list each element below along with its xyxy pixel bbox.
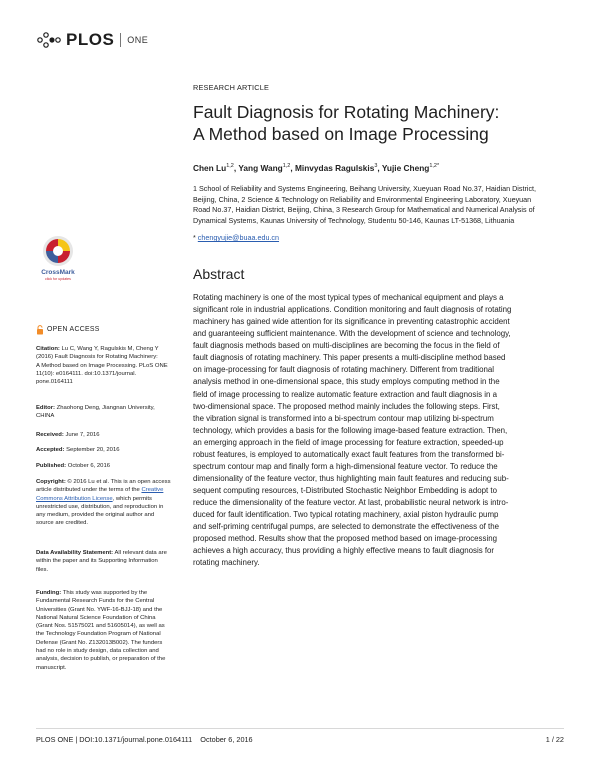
author-affiliation-sup: 1,2* — [429, 163, 440, 170]
data-availability-line: files. — [36, 566, 49, 573]
copyright-line: article distributed under the terms of the — [36, 487, 142, 494]
plos-one-logo[interactable] — [36, 30, 148, 50]
copyright-block — [36, 478, 184, 528]
funding-line: the Technology Foundation Program of National — [36, 631, 161, 638]
editor-line: Zhaohong Deng, Jiangnan University, — [54, 405, 155, 411]
abstract-line: Rotating machinery is one of the most typical types of mechanical equipment and plays a — [193, 293, 504, 302]
crossmark-label: CrossMark — [41, 269, 75, 276]
abstract-line: duced for fault identification. Two typical rotating machinery, axial piston hydraulic pump — [193, 510, 499, 520]
open-lock-icon — [36, 325, 44, 335]
received-label: Received: — [36, 432, 64, 438]
published-value: October 6, 2016 — [66, 463, 110, 469]
funding-line: had no role in study design, data collection and — [36, 648, 159, 655]
abstract-line: achieves a high accuracy, thus providing a highly effective means to fault diagnosis for — [193, 546, 495, 556]
affiliation-line: Dynamical Systems, Kaunas University of Technology, Studentu 50-146, Kaunas LT-51368, Lithuania — [193, 215, 515, 225]
funding-line: This study was supported by the — [61, 590, 148, 596]
page-number: 1 / 22 — [545, 735, 564, 744]
accepted-value: September 20, 2016 — [64, 447, 120, 453]
abstract-line: analysis method in one-dimensional space, this study employs computing method in the — [193, 377, 500, 387]
author-affiliation-sup: 3 — [374, 163, 378, 170]
author-affiliation-sup: 1,2 — [226, 163, 234, 170]
open-access-badge — [36, 325, 184, 335]
author-list — [193, 163, 565, 173]
copyright-line: source are credited. — [36, 520, 89, 527]
abstract-line: reduce the dimensionality of the feature vector. At last, probabilistic neural network is intro- — [193, 498, 509, 508]
logo-divider — [120, 33, 121, 47]
funding-line: analysis, decision to publish, or preparation of the — [36, 656, 166, 663]
corresponding-star: * — [193, 233, 198, 242]
corresponding-email-link[interactable]: chengyujie@buaa.edu.cn — [197, 233, 280, 242]
open-access-label: OPEN ACCESS — [47, 325, 100, 333]
abstract-line: and self-priming centrifugal pumps, are selected to demonstrate the effectiveness of the — [193, 522, 500, 532]
abstract-line: spectrum contour map and finally form a high-dimensional feature vector. To reduce the — [193, 461, 498, 471]
article-title — [193, 101, 565, 145]
crossmark-badge[interactable] — [38, 234, 78, 282]
affiliation-line: Road No.37, Haidian District, Beijing, China, 3 Research Group for Mathematical and Numerical Analysis of — [193, 205, 535, 214]
citation-line: Lu C, Wang Y, Ragulskis M, Cheng Y — [59, 346, 159, 352]
affiliation-line: 1 School of Reliability and Systems Engineering, Beihang University, Xueyuan Road No.37, Haidian District, — [193, 184, 537, 193]
received-value: June 7, 2016 — [63, 432, 100, 438]
funding-line: (Grant Nos. 51575021 and 51605014), as well as — [36, 623, 165, 630]
abstract-line: field of image processing to realize automatic feature extraction and fault diagnosis in a — [193, 389, 497, 399]
citation-line: 11(10): e0164111. doi:10.1371/journal. — [36, 370, 137, 377]
published-date — [36, 462, 184, 470]
citation-line: pone.0164111 — [36, 379, 73, 386]
data-availability-block — [36, 549, 184, 574]
abstract-line: robust features, is employed to automatically exact fault features from the transformed bi- — [193, 449, 505, 459]
funding-line: Defense (Grant No. Z132013B002). The funders — [36, 639, 163, 646]
author-separator: , — [377, 163, 382, 173]
abstract-line: on image-processing for fault diagnosis of rotating machinery. Different from traditional — [193, 365, 495, 375]
author-name: Yang Wang — [238, 163, 283, 173]
abstract-line: and guaranteeing sufficient maintenance. With the development of science and technology, — [193, 329, 511, 339]
abstract-line: significant role in industrial applications. Condition monitoring and fault diagnosis of rotating — [193, 305, 512, 315]
affiliations — [193, 184, 565, 226]
abstract-body — [193, 292, 565, 569]
funding-line: Universities (Grant No. YWF-16-BJJ-18) and the — [36, 606, 163, 613]
published-label: Published: — [36, 463, 67, 469]
accepted-label: Accepted: — [36, 447, 65, 453]
abstract-line: the vibration signal is transformed into a bi-spectrum contour map utilizing bi-spectrum — [193, 413, 494, 423]
plos-wordmark: PLOS — [66, 30, 115, 49]
abstract-line: fault diagnosis methods based on multi-disciplines are becoming the focus in the field of — [193, 341, 500, 351]
citation-block — [36, 345, 184, 386]
funding-line: National Natural Science Foundation of China — [36, 614, 156, 621]
copyright-line: unrestricted use, distribution, and reproduction in — [36, 503, 164, 510]
data-availability-label: Data Availability Statement: — [36, 550, 114, 556]
title-line-1: Fault Diagnosis for Rotating Machinery: — [193, 102, 500, 122]
abstract-line: fault diagnosis of rotating machinery. This paper presents a multi-discipline method based — [193, 353, 506, 363]
article-type: RESEARCH ARTICLE — [193, 83, 270, 92]
data-availability-line: All relevant data are — [113, 550, 167, 556]
author-name: Chen Lu — [193, 163, 227, 173]
license-link[interactable]: Commons Attribution License — [36, 495, 113, 502]
received-date — [36, 431, 184, 439]
journal-name: ONE — [127, 35, 149, 45]
abstract-line: rotating machinery. — [193, 558, 260, 568]
editor-line: CHINA — [36, 413, 55, 420]
title-line-2: A Method based on Image Processing — [193, 124, 489, 144]
citation-line: A Method based on Image Processing. PLoS ONE — [36, 362, 168, 369]
accepted-date — [36, 446, 184, 454]
abstract-line: technology, which provides a basis for the following image-based feature extraction. Then, — [193, 425, 508, 435]
copyright-line: © 2016 Lu et al. This is an open access — [65, 479, 171, 485]
editor-label: Editor: — [36, 405, 55, 411]
abstract-line: sequent computing resources, t-Distributed Stochastic Neighbor Embedding is adopt to — [193, 486, 497, 495]
author-separator: , — [233, 163, 239, 173]
abstract-line: an emerging approach in the field of image processing for feature extraction, speeded-up — [193, 437, 504, 447]
abstract-line: proposed method. Results show that the proposed method based on image-processing — [193, 534, 497, 544]
copyright-line: , which permits — [112, 495, 152, 502]
citation-label: Citation: — [36, 346, 60, 352]
abstract-heading: Abstract — [193, 266, 245, 282]
funding-block — [36, 589, 184, 672]
crossmark-sublabel: click for updates — [45, 277, 71, 281]
license-link[interactable]: Creative — [141, 487, 164, 494]
citation-line: (2016) Fault Diagnosis for Rotating Machinery: — [36, 354, 158, 361]
author-name: Minvydas Ragulskis — [295, 163, 375, 173]
corresponding-author — [193, 233, 565, 242]
funding-line: manuscript. — [36, 664, 67, 671]
footer-citation: PLOS ONE | DOI:10.1371/journal.pone.0164111 October 6, 2016 — [36, 735, 253, 744]
author-affiliation-sup: 1,2 — [282, 163, 291, 170]
author-name: Yujie Cheng — [381, 163, 430, 173]
funding-line: Fundamental Research Funds for the Central — [36, 598, 155, 605]
abstract-line: two-dimensional space. The proposed method mainly includes the following steps. First, — [193, 401, 500, 411]
funding-label: Funding: — [36, 590, 62, 596]
copyright-line: any medium, provided the original author and — [36, 512, 155, 519]
copyright-label: Copyright: — [36, 479, 66, 485]
affiliation-line: Beijing, China, 2 Science & Technology on Reliability and Environmental Engineering Laboratory, Xueyuan — [193, 194, 532, 204]
footer-divider — [36, 728, 564, 729]
data-availability-line: within the paper and its Supporting Information — [36, 558, 158, 565]
author-separator: , — [290, 163, 295, 173]
editor-block — [36, 404, 184, 421]
abstract-line: dimensionality of the feature vector, thus highlighting main fault features and reducing sub- — [193, 473, 509, 483]
plos-logo-icon — [36, 31, 62, 49]
abstract-line: machinery has gained wide attention for its significance in preventing catastrophic accident — [193, 317, 510, 327]
